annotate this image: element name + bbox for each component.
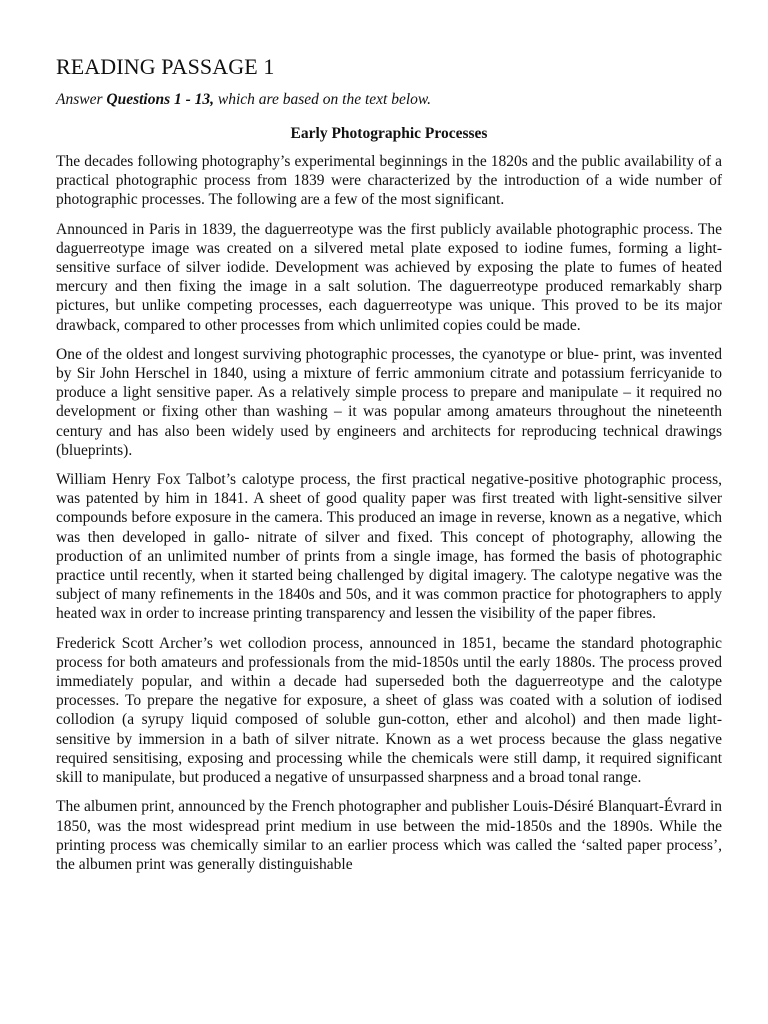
paragraph-albumen-print: The albumen print, announced by the French photographer and publisher Louis-Désiré Blanquart-Évrard in 1850, was the most widespread print medium in use between the mid-1850s and the 1890s. While the printing process was chemically similar to an earlier process which was called the ‘salted paper process’, the albumen print was generally distinguishable xyxy=(56,798,722,873)
paragraph-wet-collodion: Frederick Scott Archer’s wet collodion process, announced in 1851, became the standard photographic process for both amateurs and professionals from the mid-1850s until the early 1880s. The process proved immediately popular, and within a decade had superseded both the daguerreotype and the calotype processes. To prepare the negative for exposure, a sheet of glass was coated with a solution of iodised collodion (a syrupy liquid composed of soluble gun-cotton, ether and alcohol) and then made light-sensitive by immersion in a bath of silver nitrate. Known as a wet process because the glass negative required sensitising, exposing and processing while the chemicals were still damp, it required significant skill to manipulate, but produced a negative of unsurpassed sharpness and a broad tonal range. xyxy=(56,634,722,787)
paragraph-intro: The decades following photography’s experimental beginnings in the 1820s and the public availability of a practical photographic process from 1839 were characterized by the introduction of a wide number of photographic processes. The following are a few of the most significant. xyxy=(56,153,722,209)
instructions-suffix: which are based on the text below. xyxy=(214,91,431,108)
reading-passage-page xyxy=(56,52,722,874)
instructions-questions: Questions 1 - 13, xyxy=(106,91,215,108)
paragraph-cyanotype: One of the oldest and longest surviving photographic processes, the cyanotype or blue- print, was invented by Sir John Herschel in 1840, using a mixture of ferric ammonium citrate and potassium ferricyanide to produce a light sensitive paper. As a relatively simple process to prepare and manipulate – it required no development or fixing other than washing – it was popular among amateurs throughout the nineteenth century and has also been widely used by engineers and architects for reproducing technical drawings (blueprints). xyxy=(56,345,722,459)
passage-heading: READING PASSAGE 1 xyxy=(56,54,275,79)
paragraph-calotype: William Henry Fox Talbot’s calotype process, the first practical negative-positive photographic process, was patented by him in 1841. A sheet of good quality paper was first treated with light-sensitive silver compounds before exposure in the camera. This produced an image in reverse, known as a negative, which was then developed in gallo- nitrate of silver and fixed. This concept of photography, allowing the production of an unlimited number of prints from a single image, has formed the basis of photographic practice until recently, when it started being challenged by digital imagery. The calotype negative was the subject of many refinements in the 1840s and 50s, and it was common practice for photographers to apply heated wax in order to increase printing transparency and lessen the visibility of the paper fibres. xyxy=(56,471,722,623)
instructions xyxy=(56,90,722,110)
instructions-prefix: Answer xyxy=(56,91,107,108)
passage-title: Early Photographic Processes xyxy=(290,125,488,142)
paragraph-daguerreotype: Announced in Paris in 1839, the daguerreotype was the first publicly available photographic process. The daguerreotype image was created on a silvered metal plate exposed to iodine fumes, forming a light-sensitive surface of silver iodide. Development was achieved by exposing the plate to fumes of heated mercury and then fixing the image in a salt solution. The daguerreotype produced remarkably sharp pictures, but unlike competing processes, each daguerreotype was unique. This proved to be its major drawback, compared to other processes from which unlimited copies could be made. xyxy=(56,220,722,334)
